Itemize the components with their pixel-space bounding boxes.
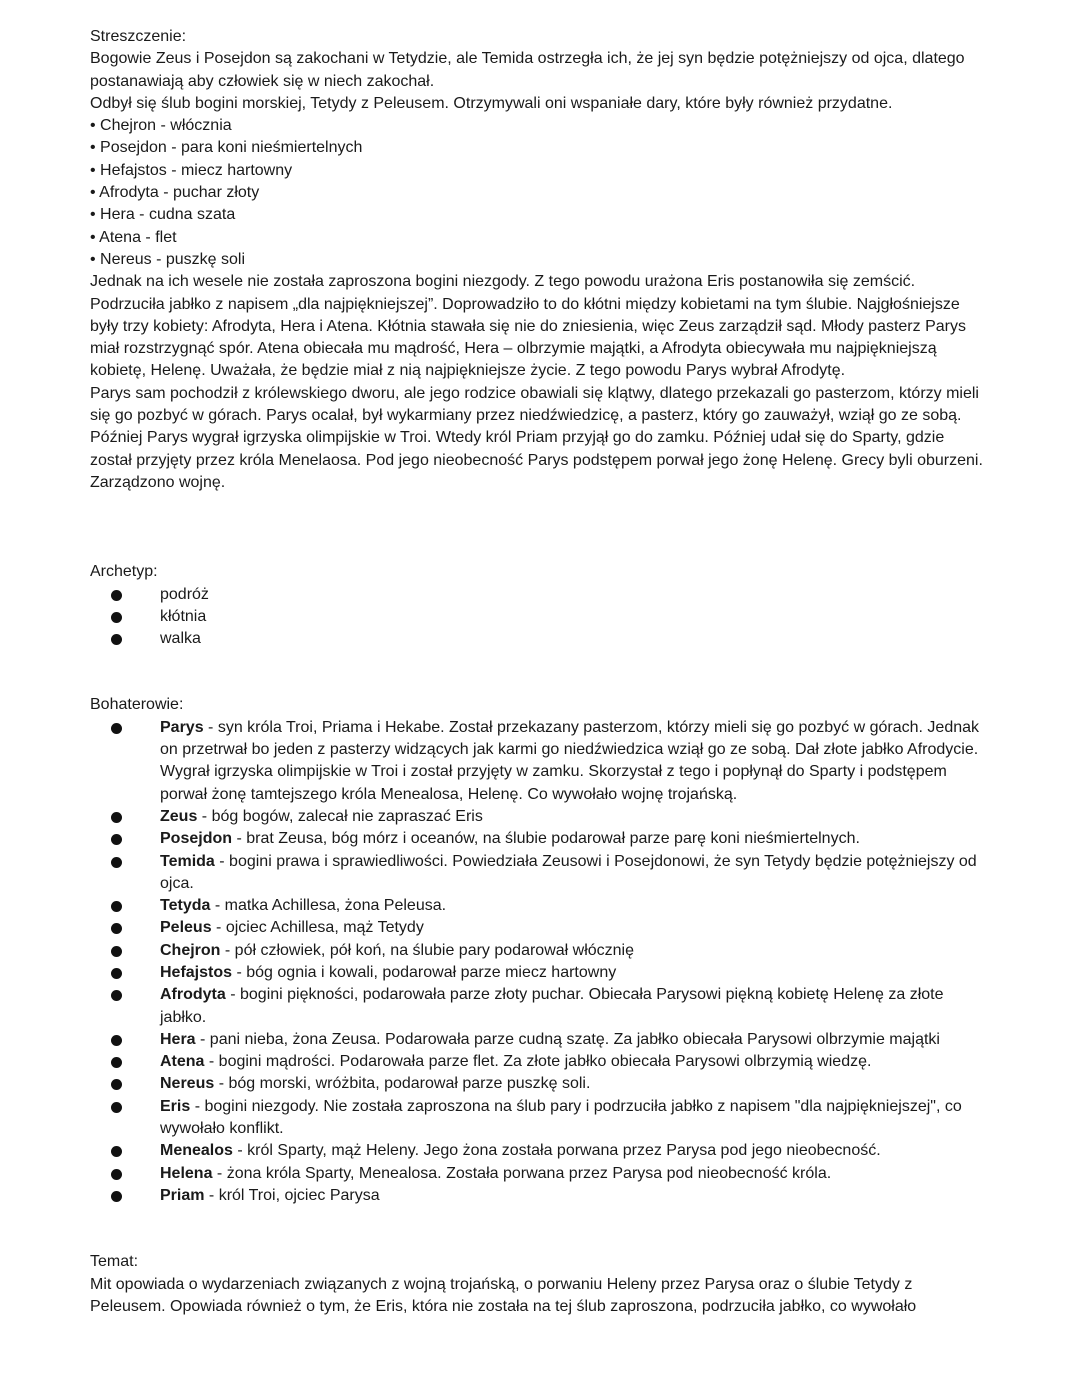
hero-name: Posejdon — [160, 830, 233, 848]
hero-name: Temida — [160, 852, 215, 870]
hero-description: - bóg morski, wróżbita, podarował parze puszkę soli. — [214, 1075, 591, 1093]
gift-item: • Atena - flet — [90, 228, 177, 246]
bullet-icon — [111, 1146, 122, 1157]
hero-description: - pani nieba, żona Zeusa. Podarowała parze cudną szatę. Za jabłko obiecała Parysowi olbrzymie majątki — [195, 1030, 940, 1048]
hero-description: - bogini piękności, podarowała parze złoty puchar. Obiecała Parysowi piękną kobietę Helenę za złote jabłko. — [160, 986, 944, 1026]
hero-name: Parys — [160, 718, 204, 736]
hero-item — [90, 940, 990, 962]
hero-description: - król Sparty, mąż Heleny. Jego żona została porwana przez Parysa pod jego nieobecność. — [232, 1142, 881, 1160]
spacer — [90, 650, 990, 694]
hero-item — [90, 984, 990, 1029]
hero-description: - król Troi, ojciec Parysa — [204, 1186, 380, 1204]
bullet-icon — [111, 1102, 122, 1113]
hero-item — [90, 1029, 990, 1051]
hero-description: - bóg ognia i kowali, podarował parze miecz hartowny — [232, 963, 617, 981]
theme-section — [90, 1251, 990, 1318]
hero-item — [90, 851, 990, 896]
summary-heading: Streszczenie: — [90, 28, 187, 45]
hero-description: - brat Zeusa, bóg mórz i oceanów, na ślubie podarował parze parę koni nieśmiertelnych. — [232, 830, 860, 848]
gift-item: • Afrodyta - puchar złoty — [90, 184, 260, 202]
hero-name: Tetyda — [160, 897, 211, 915]
bullet-icon — [111, 812, 122, 823]
hero-item — [90, 806, 990, 828]
gift-item: • Chejron - włócznia — [90, 117, 232, 135]
hero-description: - bogini niezgody. Nie została zaproszona na ślub pary i podrzuciła jabłko z napisem "dla najpiękniejszej", co wywołało konflikt. — [160, 1097, 962, 1138]
bullet-icon — [111, 634, 122, 645]
heroes-section — [90, 694, 990, 1207]
bullet-icon — [111, 1191, 122, 1202]
bullet-icon — [111, 946, 122, 957]
bullet-icon — [111, 968, 122, 979]
gift-item: • Hefajstos - miecz hartowny — [90, 161, 293, 179]
bullet-icon — [111, 612, 122, 623]
hero-description: - matka Achillesa, żona Peleusa. — [210, 897, 447, 915]
hero-description: - bogini mądrości. Podarowała parze flet. Za złote jabłko obiecała Parysowi olbrzymią wiedzę. — [204, 1053, 872, 1071]
hero-description: - pół człowiek, pół koń, na ślubie pary podarował włócznię — [220, 941, 634, 959]
hero-item — [90, 917, 990, 939]
hero-item — [90, 1140, 990, 1162]
bullet-icon — [111, 723, 122, 734]
hero-name: Atena — [160, 1053, 205, 1071]
gift-item: • Nereus - puszkę soli — [90, 250, 245, 268]
summary-paragraph: Parys sam pochodził z królewskiego dworu, ale jego rodzice obawiali się klątwy, dlatego przekazali go pasterzom, którzy mieli się go pozbyć w górach. Parys ocalał, był wykarmiany przez niedźwiedzicę, a pasterz, który go zauważył, wziął go ze sobą. — [90, 384, 979, 425]
hero-item — [90, 828, 990, 850]
hero-item — [90, 1051, 990, 1073]
summary-paragraph: Bogowie Zeus i Posejdon są zakochani w Tetydzie, ale Temida ostrzegła ich, że jej syn będzie potężniejszy od ojca, dlatego postanawiają aby człowiek się w niech zakochał. — [90, 50, 965, 90]
bullet-icon — [111, 923, 122, 934]
hero-name: Afrodyta — [160, 986, 226, 1004]
hero-item — [90, 1163, 990, 1185]
hero-item — [90, 717, 990, 806]
bullet-icon — [111, 1079, 122, 1090]
bullet-icon — [111, 857, 122, 868]
hero-name: Hefajstos — [160, 963, 233, 981]
archetype-section — [90, 561, 990, 650]
summary-paragraph: Odbył się ślub bogini morskiej, Tetydy z Peleusem. Otrzymywali oni wspaniałe dary, które były również przydatne. — [90, 94, 893, 112]
hero-name: Eris — [160, 1097, 191, 1115]
hero-item — [90, 1096, 990, 1141]
gift-item: • Posejdon - para koni nieśmiertelnych — [90, 139, 363, 157]
theme-paragraph: Mit opowiada o wydarzeniach związanych z wojną trojańską, o porwaniu Heleny przez Parysa oraz o ślubie Tetydy z Peleusem. Opowiada również o tym, że Eris, która nie została na tej ślub zaproszona, podrzuciła jabłko, co wywołało — [90, 1275, 917, 1315]
summary-paragraph: Później Parys wygrał igrzyska olimpijskie w Troi. Wtedy król Priam przyjął go do zamku. Później udał się do Sparty, gdzie został przyjęty przez króla Menelaosa. Pod jego nieobecność Parys podstępem porwał jego żonę Helenę. Grecy byli oburzeni. Zarządzono wojnę. — [90, 429, 983, 491]
hero-name: Helena — [160, 1164, 213, 1182]
archetype-heading: Archetyp: — [90, 563, 158, 581]
hero-name: Hera — [160, 1030, 196, 1048]
hero-item — [90, 895, 990, 917]
hero-item — [90, 1073, 990, 1095]
summary-paragraph: Jednak na ich wesele nie została zaproszona bogini niezgody. Z tego powodu urażona Eris postanowiła się zemścić. Podrzuciła jabłko z napisem „dla najpiękniejszej”. Doprowadziło to do kłótni między kobietami na tym ślubie. Najgłośniejsze były trzy kobiety: Afrodyta, Hera i Atena. Kłótnia stawała się nie do zniesienia, więc Zeus zarządził sąd. Młody pasterz Parys miał rozstrzygnąć spór. Atena obiecała mu mądrość, Hera – olbrzymie majątki, a Afrodyta obiecywała mu najpiękniejszą kobietę, Helenę. Uważała, że będzie miał z nią najpiękniejsze życie. Z tego powodu Parys wybrał Afrodytę. — [90, 273, 966, 380]
list-item: walka — [90, 628, 990, 650]
list-item: podróż — [90, 584, 990, 606]
bullet-icon — [111, 1057, 122, 1068]
hero-name: Nereus — [160, 1075, 215, 1093]
hero-name: Zeus — [160, 807, 198, 825]
bullet-icon — [111, 590, 122, 601]
hero-name: Priam — [160, 1186, 205, 1204]
bullet-icon — [111, 1169, 122, 1180]
gift-item: • Hera - cudna szata — [90, 206, 236, 224]
hero-name: Chejron — [160, 941, 221, 959]
archetype-list — [90, 584, 990, 651]
list-item: kłótnia — [90, 606, 990, 628]
heroes-heading: Bohaterowie: — [90, 696, 184, 714]
hero-item — [90, 1185, 990, 1207]
gifts-list — [90, 115, 990, 271]
hero-item — [90, 962, 990, 984]
heroes-list — [90, 717, 990, 1208]
summary-section — [90, 26, 990, 494]
hero-name: Peleus — [160, 919, 212, 937]
hero-description: - bóg bogów, zalecał nie zapraszać Eris — [197, 807, 483, 825]
hero-name: Menealos — [160, 1142, 233, 1160]
theme-heading: Temat: — [90, 1253, 139, 1271]
bullet-icon — [111, 990, 122, 1001]
bullet-icon — [111, 901, 122, 912]
bullet-icon — [111, 1035, 122, 1046]
spacer — [90, 494, 990, 561]
spacer — [90, 1207, 990, 1251]
hero-description: - żona króla Sparty, Menealosa. Została porwana przez Parysa pod nieobecność króla. — [212, 1164, 832, 1182]
hero-description: - syn króla Troi, Priama i Hekabe. Został przekazany pasterzom, którzy mieli się go pozbyć w górach. Jednak on przetrwał bo jeden z pasterzy widzących jak karmi go niedźwiedzica wziął go ze sobą. Dał złote jabłko Afrodycie. Wygrał igrzyska olimpijskie w Troi i został przyjęty w zamku. Skorzystał z tego i popłynął do Sparty i podstępem porwał żonę tamtejszego króla Menealosa, Helenę. Co wywołało wojnę trojańską. — [160, 718, 980, 803]
hero-description: - ojciec Achillesa, mąż Tetydy — [211, 919, 424, 937]
bullet-icon — [111, 834, 122, 845]
hero-description: - bogini prawa i sprawiedliwości. Powiedziała Zeusowi i Posejdonowi, że syn Tetydy będzie potężniejszy od ojca. — [160, 852, 977, 892]
